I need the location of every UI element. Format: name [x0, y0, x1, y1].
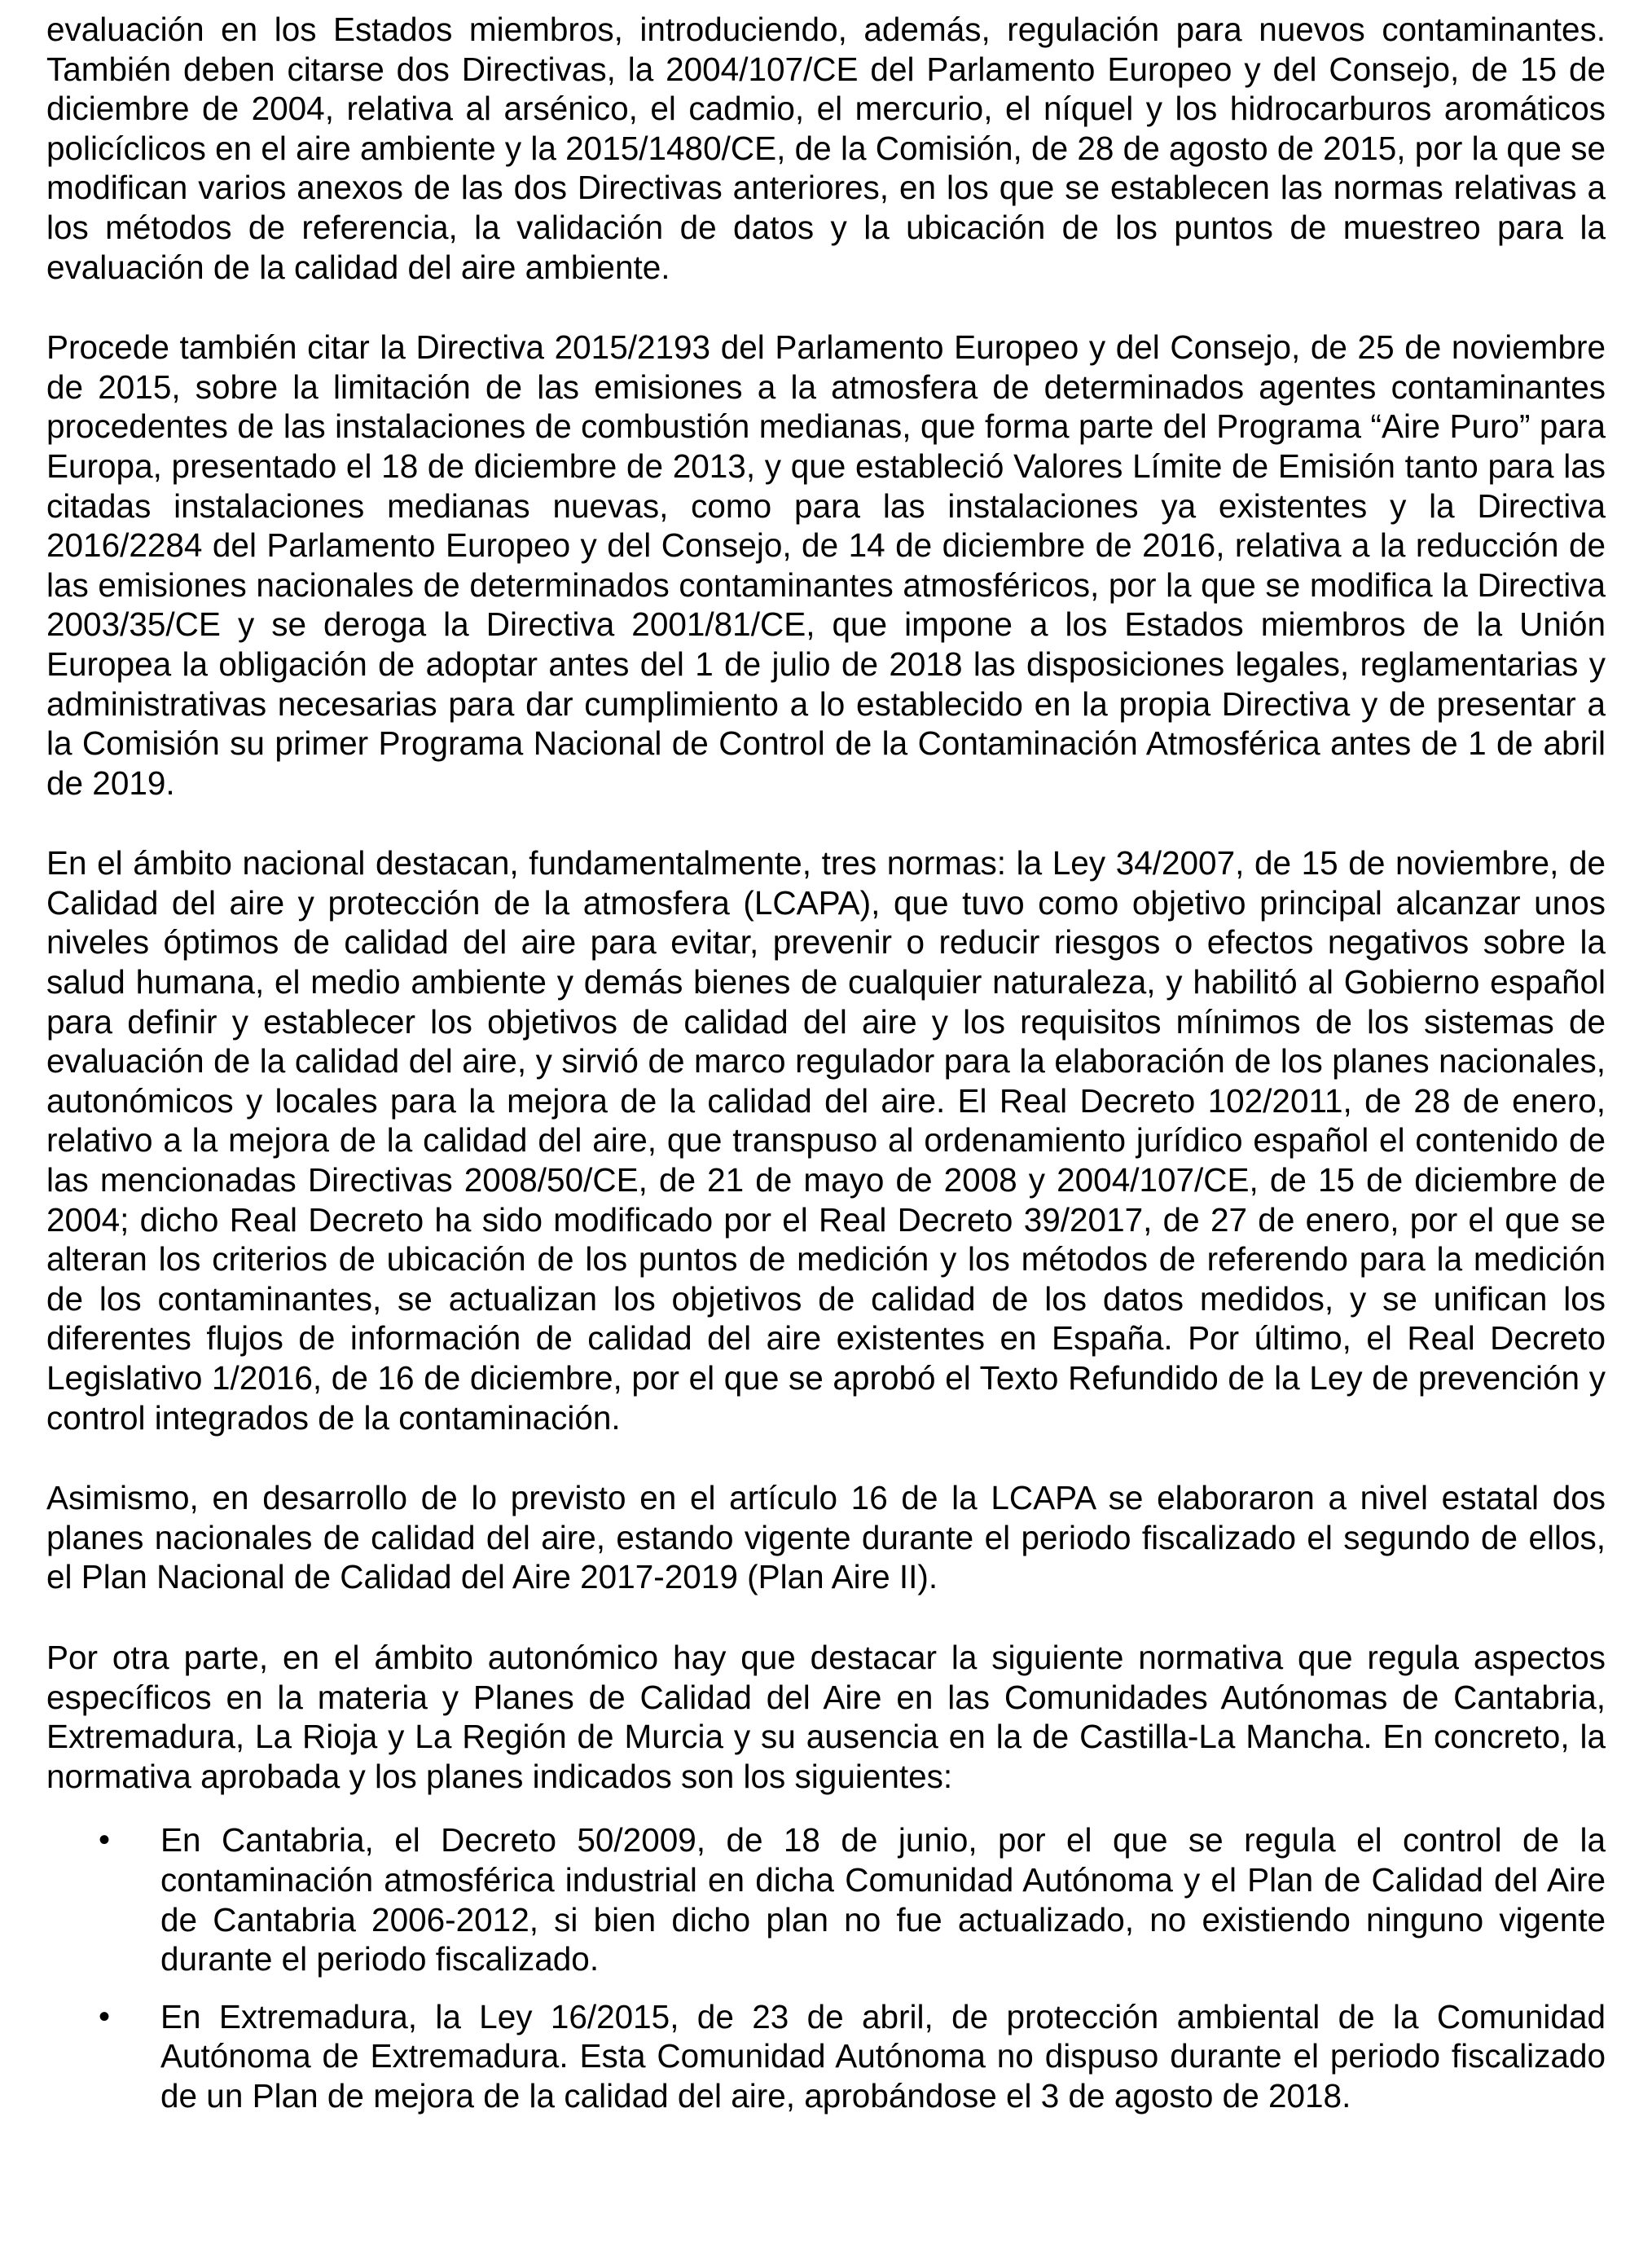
list-item-text: En Extremadura, la Ley 16/2015, de 23 de abril, de protección ambiental de la Comunidad Autónoma de Extremadura. Esta Comunidad Autónoma no dispuso durante el periodo fiscalizado de un Plan de mejora de la calidad del aire, aprobándose el 3 de agosto de 2018. [160, 1997, 1606, 2115]
paragraph-eu-directives-continued: evaluación en los Estados miembros, introduciendo, además, regulación para nuevos contaminantes. También deben citarse dos Directivas, la 2004/107/CE del Parlamento Europeo y del Consejo, de 15 de diciembre de 2004, relativa al arsénico, el cadmio, el mercurio, el níquel y los hidrocarburos aromáticos policíclicos en el aire ambiente y la 2015/1480/CE, de la Comisión, de 28 de agosto de 2015, por la que se modifican varios anexos de las dos Directivas anteriores, en los que se establecen las normas relativas a los métodos de referencia, la validación de datos y la ubicación de los puntos de muestreo para la evaluación de la calidad del aire ambiente. [46, 11, 1606, 286]
paragraph-national-plans: Asimismo, en desarrollo de lo previsto en el artículo 16 de la LCAPA se elaboraron a nivel estatal dos planes nacionales de calidad del aire, estando vigente durante el periodo fiscalizado el segundo de ellos, el Plan Nacional de Calidad del Aire 2017-2019 (Plan Aire II). [46, 1479, 1606, 1596]
regional-regulations-list [46, 1820, 1606, 2115]
list-item-extremadura [46, 1997, 1606, 2116]
bullet-icon: • [99, 1998, 111, 2035]
document-page [46, 10, 1606, 2134]
paragraph-directive-2015-2193: Procede también citar la Directiva 2015/2193 del Parlamento Europeo y del Consejo, de 25 de noviembre de 2015, sobre la limitación de las emisiones a la atmosfera de determinados agentes contaminantes procedentes de las instalaciones de combustión medianas, que forma parte del Programa “Aire Puro” para Europa, presentado el 18 de diciembre de 2013, y que estableció Valores Límite de Emisión tanto para las citadas instalaciones medianas nuevas, como para las instalaciones ya existentes y la Directiva 2016/2284 del Parlamento Europeo y del Consejo, de 14 de diciembre de 2016, relativa a la reducción de las emisiones nacionales de determinados contaminantes atmosféricos, por la que se modifica la Directiva 2003/35/CE y se deroga la Directiva 2001/81/CE, que impone a los Estados miembros de la Unión Europea la obligación de adoptar antes del 1 de julio de 2018 las disposiciones legales, reglamentarias y administrativas necesarias para dar cumplimiento a lo establecido en la propia Directiva y de presentar a la Comisión su primer Programa Nacional de Control de la Contaminación Atmosférica antes de 1 de abril de 2019. [46, 328, 1606, 802]
list-item-cantabria [46, 1820, 1606, 1978]
paragraph-regional-scope: Por otra parte, en el ámbito autonómico hay que destacar la siguiente normativa que regula aspectos específicos en la materia y Planes de Calidad del Aire en las Comunidades Autónomas de Cantabria, Extremadura, La Rioja y La Región de Murcia y su ausencia en la de Castilla-La Mancha. En concreto, la normativa aprobada y los planes indicados son los siguientes: [46, 1638, 1606, 1795]
bullet-icon: • [99, 1822, 111, 1859]
list-item-text: En Cantabria, el Decreto 50/2009, de 18 de junio, por el que se regula el control de la contaminación atmosférica industrial en dicha Comunidad Autónoma y el Plan de Calidad del Aire de Cantabria 2006-2012, si bien dicho plan no fue actualizado, no existiendo ninguno vigente durante el periodo fiscalizado. [160, 1821, 1606, 1978]
paragraph-national-scope: En el ámbito nacional destacan, fundamentalmente, tres normas: la Ley 34/2007, de 15 de noviembre, de Calidad del aire y protección de la atmosfera (LCAPA), que tuvo como objetivo principal alcanzar unos niveles óptimos de calidad del aire para evitar, prevenir o reducir riesgos o efectos negativos sobre la salud humana, el medio ambiente y demás bienes de cualquier naturaleza, y habilitó al Gobierno español para definir y establecer los objetivos de calidad del aire y los requisitos mínimos de los sistemas de evaluación de la calidad del aire, y sirvió de marco regulador para la elaboración de los planes nacionales, autonómicos y locales para la mejora de la calidad del aire. El Real Decreto 102/2011, de 28 de enero, relativo a la mejora de la calidad del aire, que transpuso al ordenamiento jurídico español el contenido de las mencionadas Directivas 2008/50/CE, de 21 de mayo de 2008 y 2004/107/CE, de 15 de diciembre de 2004; dicho Real Decreto ha sido modificado por el Real Decreto 39/2017, de 27 de enero, por el que se alteran los criterios de ubicación de los puntos de medición y los métodos de referendo para la medición de los contaminantes, se actualizan los objetivos de calidad de los datos medidos, y se unifican los diferentes flujos de información de calidad del aire existentes en España. Por último, el Real Decreto Legislativo 1/2016, de 16 de diciembre, por el que se aprobó el Texto Refundido de la Ley de prevención y control integrados de la contaminación. [46, 844, 1606, 1437]
